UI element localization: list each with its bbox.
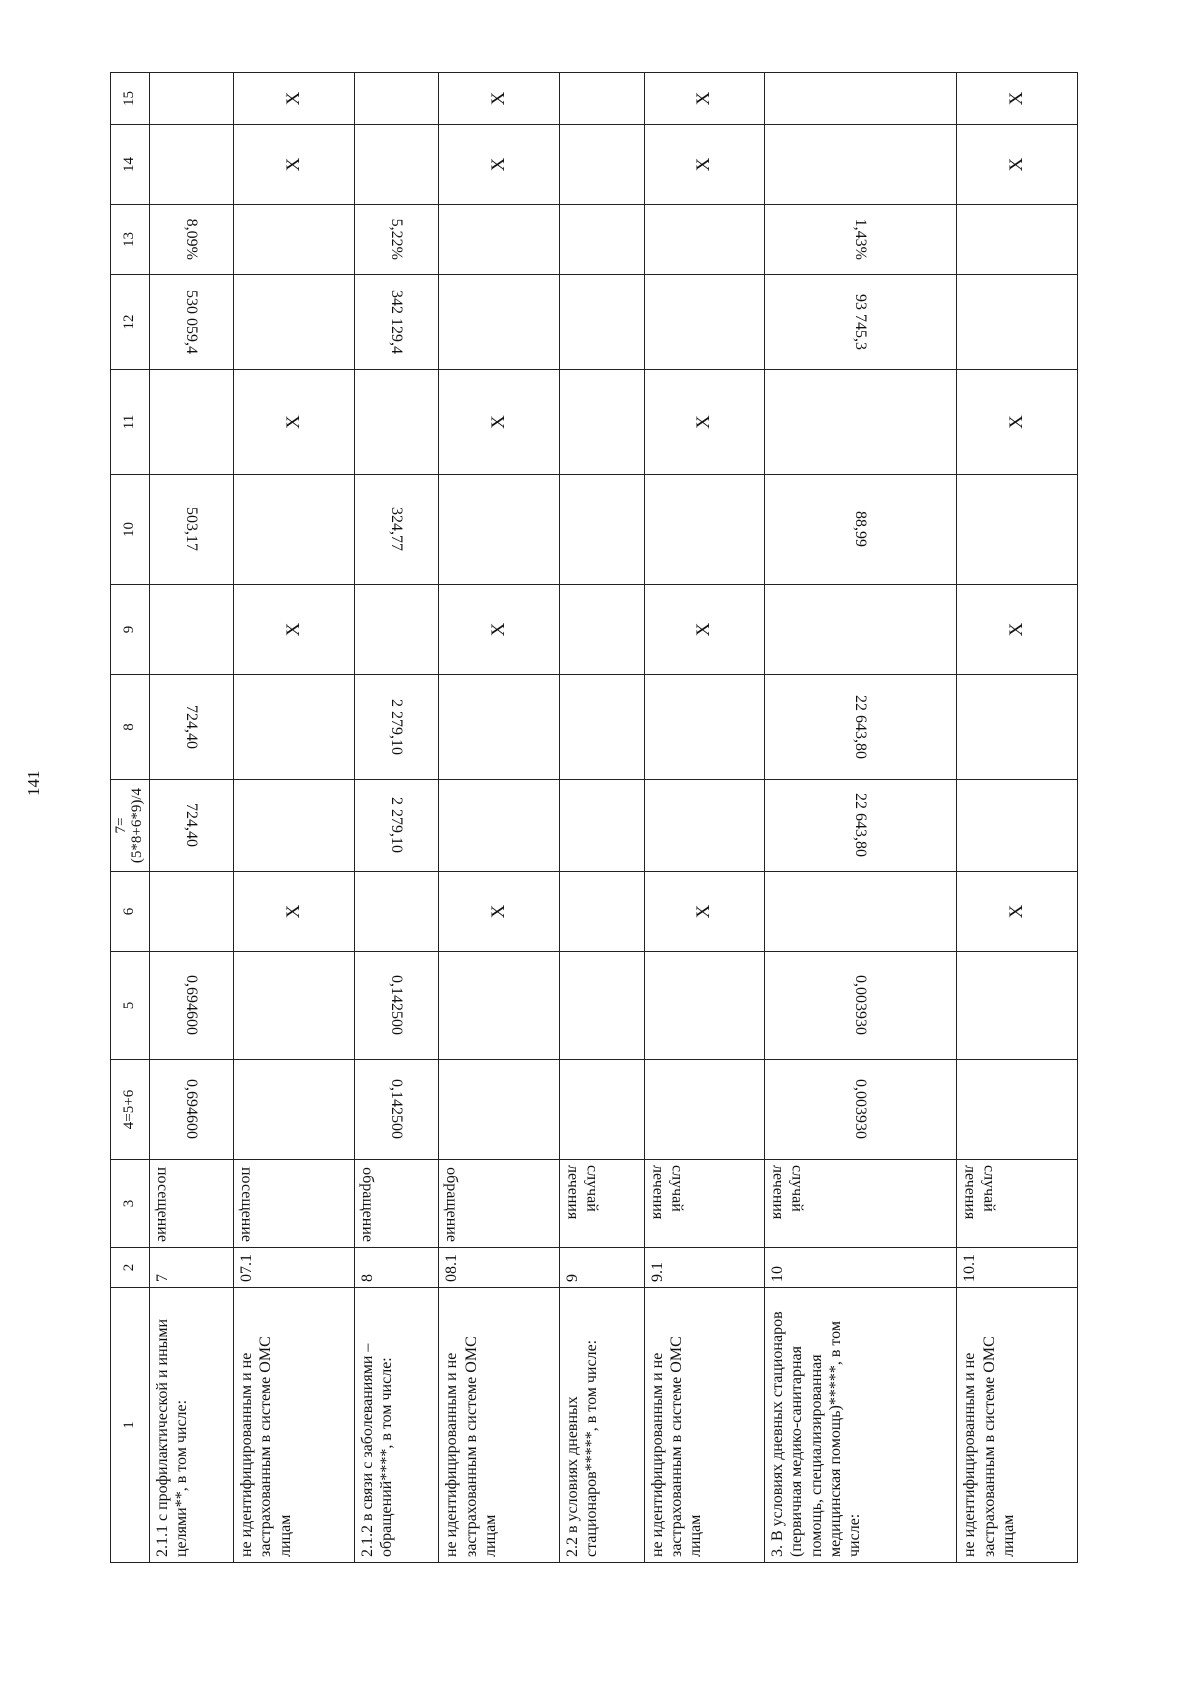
not-applicable-cell: Х xyxy=(644,872,765,952)
value-text: 724,40 xyxy=(182,803,200,848)
not-applicable-cell: Х xyxy=(644,125,765,205)
value-cell xyxy=(559,952,644,1060)
value-cell xyxy=(439,275,560,370)
row-label-cell: 2.1.1 с профилактической и иными целями**, в том числе: xyxy=(149,1288,234,1563)
value-text: 324,77 xyxy=(388,507,406,552)
value-cell xyxy=(149,1060,234,1160)
value-text: 0,142500 xyxy=(388,975,406,1036)
row-code-cell: 07.1 xyxy=(234,1248,355,1288)
unit-cell xyxy=(559,1160,644,1248)
row-code-cell: 10.1 xyxy=(957,1248,1078,1288)
table-row xyxy=(644,73,765,1563)
value-text: 5,22% xyxy=(388,218,406,261)
table-row xyxy=(149,73,234,1563)
rotated-table-container xyxy=(110,73,1078,1563)
value-cell xyxy=(234,275,355,370)
value-cell xyxy=(765,475,957,585)
value-cell xyxy=(559,205,644,275)
column-header: 2 xyxy=(111,1248,150,1288)
table-row xyxy=(439,73,560,1563)
value-cell xyxy=(765,205,957,275)
column-header: 3 xyxy=(111,1160,150,1248)
unit-cell xyxy=(234,1160,355,1248)
value-cell xyxy=(234,475,355,585)
value-cell xyxy=(559,780,644,872)
value-cell xyxy=(765,125,957,205)
value-cell xyxy=(149,275,234,370)
not-applicable-cell: Х xyxy=(234,73,355,125)
value-cell xyxy=(765,1060,957,1160)
not-applicable-cell: Х xyxy=(439,73,560,125)
unit-text: случай лечения xyxy=(769,1165,806,1220)
not-applicable-cell: Х xyxy=(644,585,765,675)
column-header: 9 xyxy=(111,585,150,675)
value-cell xyxy=(644,475,765,585)
value-cell xyxy=(559,73,644,125)
value-cell xyxy=(354,780,439,872)
column-header: 14 xyxy=(111,125,150,205)
value-cell xyxy=(559,675,644,780)
not-applicable-cell: Х xyxy=(957,370,1078,475)
unit-cell xyxy=(149,1160,234,1248)
unit-text: посещение xyxy=(153,1166,171,1242)
row-label-cell: 2.1.2 в связи с заболеваниями – обращений****, в том числе: xyxy=(354,1288,439,1563)
value-cell xyxy=(957,1060,1078,1160)
value-cell xyxy=(644,675,765,780)
value-cell xyxy=(354,73,439,125)
row-label-cell: не идентифицированным и не застрахованным в системе ОМС лицам xyxy=(234,1288,355,1563)
value-cell xyxy=(957,275,1078,370)
not-applicable-cell: Х xyxy=(234,370,355,475)
value-text: 0,694600 xyxy=(182,975,200,1036)
not-applicable-cell: Х xyxy=(957,585,1078,675)
value-cell xyxy=(559,125,644,205)
value-cell xyxy=(765,370,957,475)
not-applicable-cell: Х xyxy=(234,125,355,205)
row-label-cell: не идентифицированным и не застрахованным в системе ОМС лицам xyxy=(439,1288,560,1563)
value-cell xyxy=(559,872,644,952)
value-cell xyxy=(354,675,439,780)
value-text: 503,17 xyxy=(182,507,200,552)
table-row xyxy=(234,73,355,1563)
value-cell xyxy=(149,205,234,275)
value-cell xyxy=(234,1060,355,1160)
value-text: 22 643,80 xyxy=(852,793,870,858)
row-label-cell: 3. В условиях дневных стационаров (первичная медико-санитарная помощь, специализированная медицинская помощь)*****, в том числе: xyxy=(765,1288,957,1563)
not-applicable-cell: Х xyxy=(439,585,560,675)
value-cell xyxy=(765,780,957,872)
unit-cell xyxy=(439,1160,560,1248)
row-code-cell: 9 xyxy=(559,1248,644,1288)
column-header: 1 xyxy=(111,1288,150,1563)
value-cell xyxy=(354,275,439,370)
value-text: 342 129,4 xyxy=(388,290,406,354)
value-cell xyxy=(957,952,1078,1060)
value-cell xyxy=(149,780,234,872)
value-cell xyxy=(957,475,1078,585)
not-applicable-cell: Х xyxy=(234,872,355,952)
not-applicable-cell: Х xyxy=(234,585,355,675)
value-cell xyxy=(439,475,560,585)
column-header: 5 xyxy=(111,952,150,1060)
unit-text: случай лечения xyxy=(648,1165,686,1220)
value-cell xyxy=(644,780,765,872)
column-header: 13 xyxy=(111,205,150,275)
value-cell xyxy=(644,205,765,275)
value-cell xyxy=(439,1060,560,1160)
value-cell xyxy=(354,952,439,1060)
unit-text: обращение xyxy=(358,1167,376,1242)
column-header: 11 xyxy=(111,370,150,475)
value-cell xyxy=(149,73,234,125)
value-cell xyxy=(439,675,560,780)
unit-cell xyxy=(765,1160,957,1248)
unit-text: случай лечения xyxy=(961,1165,998,1220)
row-label-cell: не идентифицированным и не застрахованным в системе ОМС лицам xyxy=(957,1288,1078,1563)
value-text: 724,40 xyxy=(182,705,200,749)
value-cell xyxy=(149,475,234,585)
value-text: 0,003930 xyxy=(852,1079,870,1140)
value-cell xyxy=(559,1060,644,1160)
row-label-cell: 2.2 в условиях дневных стационаров*****, в том числе: xyxy=(559,1288,644,1563)
value-cell xyxy=(439,205,560,275)
row-label-cell: не идентифицированным и не застрахованным в системе ОМС лицам xyxy=(644,1288,765,1563)
value-cell xyxy=(559,275,644,370)
value-cell xyxy=(149,675,234,780)
value-text: 8,09% xyxy=(182,218,200,261)
not-applicable-cell: Х xyxy=(439,872,560,952)
unit-text: случай лечения xyxy=(564,1165,601,1220)
row-code-cell: 9.1 xyxy=(644,1248,765,1288)
value-cell xyxy=(644,275,765,370)
not-applicable-cell: Х xyxy=(644,73,765,125)
value-cell xyxy=(149,125,234,205)
value-cell xyxy=(765,675,957,780)
unit-cell xyxy=(644,1160,765,1248)
column-header: 4=5+6 xyxy=(111,1060,150,1160)
not-applicable-cell: Х xyxy=(439,125,560,205)
value-cell xyxy=(234,675,355,780)
table-row xyxy=(765,73,957,1563)
value-text: 2 279,10 xyxy=(388,797,406,854)
column-header: 8 xyxy=(111,675,150,780)
value-cell xyxy=(234,205,355,275)
value-cell xyxy=(559,475,644,585)
unit-text: обращение xyxy=(443,1167,461,1242)
column-header: 6 xyxy=(111,872,150,952)
value-cell xyxy=(957,675,1078,780)
value-cell xyxy=(765,275,957,370)
row-code-cell: 7 xyxy=(149,1248,234,1288)
unit-text: посещение xyxy=(238,1166,256,1242)
value-text: 22 643,80 xyxy=(852,695,870,759)
value-cell xyxy=(354,475,439,585)
not-applicable-cell: Х xyxy=(957,73,1078,125)
value-cell xyxy=(149,585,234,675)
value-text: 1,43% xyxy=(852,218,870,261)
value-cell xyxy=(149,370,234,475)
table-row xyxy=(354,73,439,1563)
not-applicable-cell: Х xyxy=(957,125,1078,205)
value-cell xyxy=(354,370,439,475)
row-code-cell: 8 xyxy=(354,1248,439,1288)
value-text: 530 059,4 xyxy=(182,290,200,354)
value-text: 0,694600 xyxy=(182,1079,200,1140)
value-cell xyxy=(559,370,644,475)
value-cell xyxy=(354,125,439,205)
not-applicable-cell: Х xyxy=(439,370,560,475)
value-cell xyxy=(559,585,644,675)
table-row xyxy=(559,73,644,1563)
value-cell xyxy=(439,780,560,872)
column-header: 15 xyxy=(111,73,150,125)
value-cell xyxy=(765,872,957,952)
value-cell xyxy=(644,1060,765,1160)
value-text: 0,142500 xyxy=(388,1079,406,1140)
value-text: 88,99 xyxy=(852,511,870,548)
value-cell xyxy=(765,73,957,125)
column-header: 12 xyxy=(111,275,150,370)
row-code-cell: 08.1 xyxy=(439,1248,560,1288)
column-header: 7= (5*8+6*9)/4 xyxy=(111,780,150,872)
value-cell xyxy=(957,205,1078,275)
unit-cell xyxy=(354,1160,439,1248)
unit-cell xyxy=(957,1160,1078,1248)
value-text: 0,003930 xyxy=(852,975,870,1036)
not-applicable-cell: Х xyxy=(644,370,765,475)
value-cell xyxy=(149,872,234,952)
value-cell xyxy=(439,952,560,1060)
value-cell xyxy=(354,1060,439,1160)
value-cell xyxy=(234,952,355,1060)
page-number: 141 xyxy=(24,770,43,796)
value-cell xyxy=(234,780,355,872)
column-header: 10 xyxy=(111,475,150,585)
row-code-cell: 10 xyxy=(765,1248,957,1288)
header-row xyxy=(111,73,150,1563)
value-text: 2 279,10 xyxy=(388,699,406,755)
value-cell xyxy=(354,205,439,275)
value-cell xyxy=(957,780,1078,872)
value-cell xyxy=(149,952,234,1060)
value-cell xyxy=(354,872,439,952)
value-cell xyxy=(765,585,957,675)
table-row xyxy=(957,73,1078,1563)
financing-table xyxy=(110,72,1078,1563)
value-cell xyxy=(644,952,765,1060)
value-cell xyxy=(765,952,957,1060)
not-applicable-cell: Х xyxy=(957,872,1078,952)
value-text: 93 745,3 xyxy=(852,294,870,350)
value-cell xyxy=(354,585,439,675)
